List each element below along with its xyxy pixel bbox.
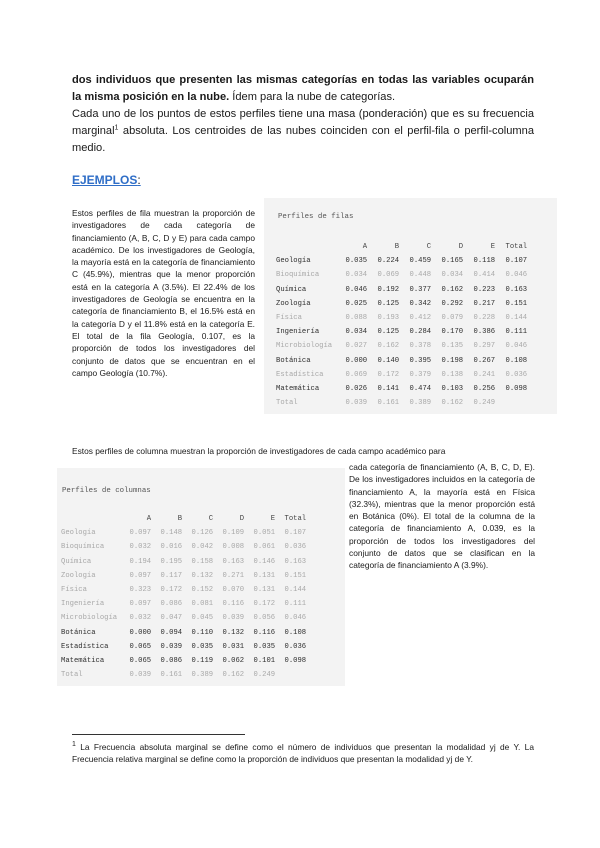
table-cell: 0.170 bbox=[441, 328, 464, 337]
table-cell: 0.039 bbox=[129, 671, 152, 680]
table-header-cell bbox=[61, 512, 123, 526]
table-cell: 0.162 bbox=[441, 399, 464, 408]
table-cell: 0.217 bbox=[473, 299, 496, 308]
row-label: Geología bbox=[276, 257, 311, 266]
table-cell: 0.151 bbox=[284, 571, 307, 580]
table-cell: 0.194 bbox=[129, 557, 152, 566]
table-cell: 0.103 bbox=[441, 384, 464, 393]
table-row bbox=[61, 540, 309, 554]
intro-text bbox=[72, 72, 534, 157]
intro-bold-sentence: dos individuos que presenten las mismas categorías en todas las variables ocuparán la misma posición en la nube. bbox=[72, 74, 534, 103]
table-cell: 0.086 bbox=[160, 656, 183, 665]
table-cell: 0.081 bbox=[191, 600, 214, 609]
table-cell: 0.088 bbox=[345, 314, 368, 323]
table-cell: 0.323 bbox=[129, 586, 152, 595]
row-profiles-paragraph: Estos perfiles de fila muestran la proporción de investigadores de cada categoría de financiamiento (A, B, C, D y E) para cada campo académico. De los investigadores de Geología, la mayoría está en la categoría de financiamiento C (45.9%), mientras que la menor proporción está en la categoría A (3.5%). El 22.4% de los investigadores de Geología se encuentra en la categoría de financiamiento B, el 16.5% está en la categoría D y el 11.8% está en la categoría E. El total de la fila Geología, 0.107, es la proporción de todos los investigadores del conjunto de datos que se encuentran en el campo Geología (10.7%). bbox=[72, 208, 255, 378]
table-row bbox=[61, 597, 309, 611]
intro-paragraph-1 bbox=[72, 72, 534, 106]
table-cell: 0.297 bbox=[473, 342, 496, 351]
section-heading-text: EJEMPLOS bbox=[72, 173, 138, 187]
row-label: Estadística bbox=[61, 642, 109, 651]
table-header-cell: Total bbox=[284, 515, 307, 524]
table-cell: 0.045 bbox=[191, 614, 214, 623]
row-label: Botánica bbox=[276, 356, 311, 365]
table-cell: 0.036 bbox=[284, 642, 307, 651]
table-cell: 0.158 bbox=[191, 557, 214, 566]
table-cell: 0.065 bbox=[129, 656, 152, 665]
table-header-cell: A bbox=[362, 243, 368, 252]
col-profiles-intro: Estos perfiles de columna muestran la proporción de investigadores de cada campo académico para bbox=[72, 446, 446, 456]
table-cell: 0.414 bbox=[473, 271, 496, 280]
table-cell: 0.035 bbox=[191, 642, 214, 651]
table-cell: 0.098 bbox=[284, 656, 307, 665]
table-cell: 0.101 bbox=[253, 656, 276, 665]
table-row bbox=[276, 339, 530, 353]
footnote-ref[interactable]: 1 bbox=[114, 124, 119, 132]
col-profiles-title: Perfiles de columnas bbox=[62, 487, 151, 495]
table-cell: 0.146 bbox=[253, 557, 276, 566]
table-cell: 0.132 bbox=[222, 628, 245, 637]
table-cell: 0.097 bbox=[129, 529, 152, 538]
table-row bbox=[276, 396, 530, 410]
table-cell: 0.039 bbox=[222, 614, 245, 623]
table-cell: 0.249 bbox=[253, 671, 276, 680]
col-profiles-table bbox=[61, 512, 309, 682]
table-cell: 0.152 bbox=[191, 586, 214, 595]
table-row bbox=[61, 526, 309, 540]
table-cell: 0.395 bbox=[409, 356, 432, 365]
table-cell: 0.079 bbox=[441, 314, 464, 323]
table-cell: 0.267 bbox=[473, 356, 496, 365]
table-row bbox=[61, 555, 309, 569]
row-label: Física bbox=[61, 586, 87, 595]
table-header-cell: B bbox=[394, 243, 400, 252]
table-cell: 0.069 bbox=[345, 370, 368, 379]
table-cell: 0.140 bbox=[377, 356, 400, 365]
row-label: Química bbox=[276, 285, 307, 294]
table-cell: 0.025 bbox=[345, 299, 368, 308]
table-cell: 0.224 bbox=[377, 257, 400, 266]
table-cell: 0.016 bbox=[160, 543, 183, 552]
intro-p2-text: Cada uno de los puntos de estos perfiles tiene una masa (ponderación) que es su frecuencia marginal bbox=[72, 108, 534, 137]
table-cell bbox=[498, 396, 530, 410]
table-cell: 0.098 bbox=[505, 384, 528, 393]
table-cell: 0.377 bbox=[409, 285, 432, 294]
table-cell: 0.474 bbox=[409, 384, 432, 393]
table-row bbox=[61, 569, 309, 583]
intro-idem-sentence: Ídem para la nube de categorías. bbox=[229, 91, 396, 103]
table-cell: 0.039 bbox=[345, 399, 368, 408]
table-cell: 0.135 bbox=[441, 342, 464, 351]
table-cell: 0.256 bbox=[473, 384, 496, 393]
table-cell: 0.008 bbox=[222, 543, 245, 552]
table-cell: 0.131 bbox=[253, 571, 276, 580]
table-cell: 0.162 bbox=[441, 285, 464, 294]
table-cell: 0.172 bbox=[377, 370, 400, 379]
table-cell: 0.284 bbox=[409, 328, 432, 337]
table-cell: 0.065 bbox=[129, 642, 152, 651]
table-cell: 0.162 bbox=[377, 342, 400, 351]
table-cell: 0.132 bbox=[191, 571, 214, 580]
table-cell: 0.086 bbox=[160, 600, 183, 609]
table-row bbox=[61, 626, 309, 640]
table-cell: 0.192 bbox=[377, 285, 400, 294]
table-cell: 0.062 bbox=[222, 656, 245, 665]
table-cell: 0.198 bbox=[441, 356, 464, 365]
row-label: Total bbox=[61, 671, 83, 680]
table-cell: 0.292 bbox=[441, 299, 464, 308]
table-cell: 0.162 bbox=[222, 671, 245, 680]
table-header-cell: C bbox=[208, 515, 214, 524]
table-cell: 0.035 bbox=[345, 257, 368, 266]
table-cell: 0.412 bbox=[409, 314, 432, 323]
table-row bbox=[276, 254, 530, 268]
table-cell: 0.056 bbox=[253, 614, 276, 623]
row-label: Bioquímica bbox=[276, 271, 320, 280]
col-profiles-panel bbox=[57, 468, 345, 686]
table-cell: 0.061 bbox=[253, 543, 276, 552]
table-cell: 0.036 bbox=[505, 370, 528, 379]
table-cell: 0.000 bbox=[345, 356, 368, 365]
footnote-mark: 1 bbox=[72, 741, 76, 749]
table-row bbox=[276, 268, 530, 282]
table-cell: 0.110 bbox=[191, 628, 214, 637]
table-row bbox=[61, 583, 309, 597]
table-cell: 0.193 bbox=[377, 314, 400, 323]
table-cell: 0.126 bbox=[191, 529, 214, 538]
table-row bbox=[276, 382, 530, 396]
table-header-row bbox=[276, 240, 530, 254]
footnote-text: La Frecuencia absoluta marginal se define como el número de individuos que presentan la modalidad yj de Y. La Frecuencia relativa marginal se define como la proporción de individuos que presentan la modalidad yj de Y. bbox=[72, 742, 534, 765]
section-heading-colon: : bbox=[137, 173, 141, 187]
table-header-row bbox=[61, 512, 309, 526]
table-cell: 0.032 bbox=[129, 614, 152, 623]
table-cell: 0.228 bbox=[473, 314, 496, 323]
table-cell: 0.042 bbox=[191, 543, 214, 552]
table-cell: 0.034 bbox=[345, 328, 368, 337]
table-cell: 0.389 bbox=[191, 671, 214, 680]
table-cell: 0.051 bbox=[253, 529, 276, 538]
table-cell: 0.027 bbox=[345, 342, 368, 351]
table-cell: 0.047 bbox=[160, 614, 183, 623]
table-cell: 0.118 bbox=[473, 257, 496, 266]
table-cell: 0.035 bbox=[253, 642, 276, 651]
table-cell: 0.163 bbox=[284, 557, 307, 566]
table-row bbox=[61, 640, 309, 654]
table-cell: 0.125 bbox=[377, 299, 400, 308]
table-cell: 0.039 bbox=[160, 642, 183, 651]
table-row bbox=[276, 283, 530, 297]
row-label: Zoología bbox=[61, 571, 96, 580]
row-label: Microbiología bbox=[61, 614, 118, 623]
table-cell bbox=[278, 668, 309, 682]
table-cell: 0.117 bbox=[160, 571, 183, 580]
table-cell: 0.389 bbox=[409, 399, 432, 408]
row-label: Microbiología bbox=[276, 342, 333, 351]
table-cell: 0.195 bbox=[160, 557, 183, 566]
row-label: Bioquímica bbox=[61, 543, 105, 552]
table-cell: 0.378 bbox=[409, 342, 432, 351]
table-header-cell: E bbox=[270, 515, 276, 524]
row-label: Total bbox=[276, 399, 298, 408]
row-label: Estadística bbox=[276, 370, 324, 379]
table-cell: 0.131 bbox=[253, 586, 276, 595]
row-label: Geología bbox=[61, 529, 96, 538]
table-row bbox=[61, 654, 309, 668]
table-header-cell: D bbox=[458, 243, 464, 252]
table-cell: 0.148 bbox=[160, 529, 183, 538]
row-label: Ingeniería bbox=[61, 600, 105, 609]
intro-p2-text-end: absoluta. Los centroides de las nubes coinciden con el perfil-fila o perfil-columna medio. bbox=[72, 125, 534, 154]
table-cell: 0.249 bbox=[473, 399, 496, 408]
table-cell: 0.000 bbox=[129, 628, 152, 637]
table-cell: 0.271 bbox=[222, 571, 245, 580]
table-cell: 0.119 bbox=[191, 656, 214, 665]
section-heading bbox=[72, 173, 141, 187]
table-header-cell: A bbox=[146, 515, 152, 524]
table-cell: 0.161 bbox=[377, 399, 400, 408]
row-label: Botánica bbox=[61, 628, 96, 637]
row-label: Física bbox=[276, 314, 302, 323]
row-profiles-title: Perfiles de filas bbox=[278, 213, 354, 221]
table-cell: 0.094 bbox=[160, 628, 183, 637]
table-header-cell: C bbox=[426, 243, 432, 252]
row-label: Zoología bbox=[276, 299, 311, 308]
table-cell: 0.107 bbox=[284, 529, 307, 538]
table-header-cell: Total bbox=[505, 243, 528, 252]
table-cell: 0.448 bbox=[409, 271, 432, 280]
table-cell: 0.138 bbox=[441, 370, 464, 379]
table-cell: 0.125 bbox=[377, 328, 400, 337]
table-cell: 0.241 bbox=[473, 370, 496, 379]
table-cell: 0.034 bbox=[441, 271, 464, 280]
table-row bbox=[61, 611, 309, 625]
table-cell: 0.097 bbox=[129, 600, 152, 609]
table-cell: 0.070 bbox=[222, 586, 245, 595]
footnote bbox=[72, 741, 534, 766]
table-cell: 0.109 bbox=[222, 529, 245, 538]
table-row bbox=[276, 368, 530, 382]
table-header-cell bbox=[276, 240, 338, 254]
table-header-cell: B bbox=[177, 515, 183, 524]
row-label: Ingeniería bbox=[276, 328, 320, 337]
table-cell: 0.111 bbox=[284, 600, 307, 609]
table-cell: 0.031 bbox=[222, 642, 245, 651]
table-cell: 0.223 bbox=[473, 285, 496, 294]
table-cell: 0.032 bbox=[129, 543, 152, 552]
intro-paragraph-2 bbox=[72, 106, 534, 157]
table-cell: 0.046 bbox=[505, 271, 528, 280]
table-cell: 0.116 bbox=[222, 600, 245, 609]
table-cell: 0.107 bbox=[505, 257, 528, 266]
table-header-cell: D bbox=[239, 515, 245, 524]
table-cell: 0.097 bbox=[129, 571, 152, 580]
table-row bbox=[276, 311, 530, 325]
row-label: Química bbox=[61, 557, 92, 566]
table-cell: 0.036 bbox=[284, 543, 307, 552]
table-cell: 0.163 bbox=[505, 285, 528, 294]
table-cell: 0.379 bbox=[409, 370, 432, 379]
row-profiles-table bbox=[276, 240, 530, 410]
table-row bbox=[276, 354, 530, 368]
table-cell: 0.151 bbox=[505, 299, 528, 308]
table-cell: 0.108 bbox=[505, 356, 528, 365]
table-cell: 0.116 bbox=[253, 628, 276, 637]
table-row bbox=[276, 325, 530, 339]
table-cell: 0.111 bbox=[505, 328, 528, 337]
table-cell: 0.172 bbox=[160, 586, 183, 595]
table-cell: 0.172 bbox=[253, 600, 276, 609]
table-cell: 0.046 bbox=[345, 285, 368, 294]
table-cell: 0.386 bbox=[473, 328, 496, 337]
table-cell: 0.046 bbox=[284, 614, 307, 623]
row-label: Matemática bbox=[276, 384, 320, 393]
table-cell: 0.161 bbox=[160, 671, 183, 680]
row-label: Matemática bbox=[61, 656, 105, 665]
table-cell: 0.034 bbox=[345, 271, 368, 280]
table-row bbox=[61, 668, 309, 682]
table-cell: 0.141 bbox=[377, 384, 400, 393]
table-cell: 0.144 bbox=[284, 586, 307, 595]
table-row bbox=[276, 297, 530, 311]
table-cell: 0.163 bbox=[222, 557, 245, 566]
table-cell: 0.459 bbox=[409, 257, 432, 266]
table-cell: 0.165 bbox=[441, 257, 464, 266]
col-profiles-paragraph: cada categoría de financiamiento (A, B, C, D, E). De los investigadores incluidos en la categoría de financiamiento A, la mayoría está en Física (32.3%), mientras que la menor proporción está en Botánica (0%). El total de la columna de la categoría de financiamiento A, 0.039, es la proporción de todos los investigadores del conjunto de datos que se clasifican en la categoría de financiamiento A (3.9%). bbox=[349, 462, 535, 571]
row-profiles-panel bbox=[264, 198, 557, 414]
table-cell: 0.342 bbox=[409, 299, 432, 308]
table-header-cell: E bbox=[490, 243, 496, 252]
col-profiles-body bbox=[61, 526, 309, 682]
table-cell: 0.046 bbox=[505, 342, 528, 351]
table-cell: 0.144 bbox=[505, 314, 528, 323]
footnote-divider bbox=[72, 734, 245, 735]
row-profiles-body bbox=[276, 254, 530, 410]
table-cell: 0.108 bbox=[284, 628, 307, 637]
table-cell: 0.069 bbox=[377, 271, 400, 280]
table-cell: 0.026 bbox=[345, 384, 368, 393]
